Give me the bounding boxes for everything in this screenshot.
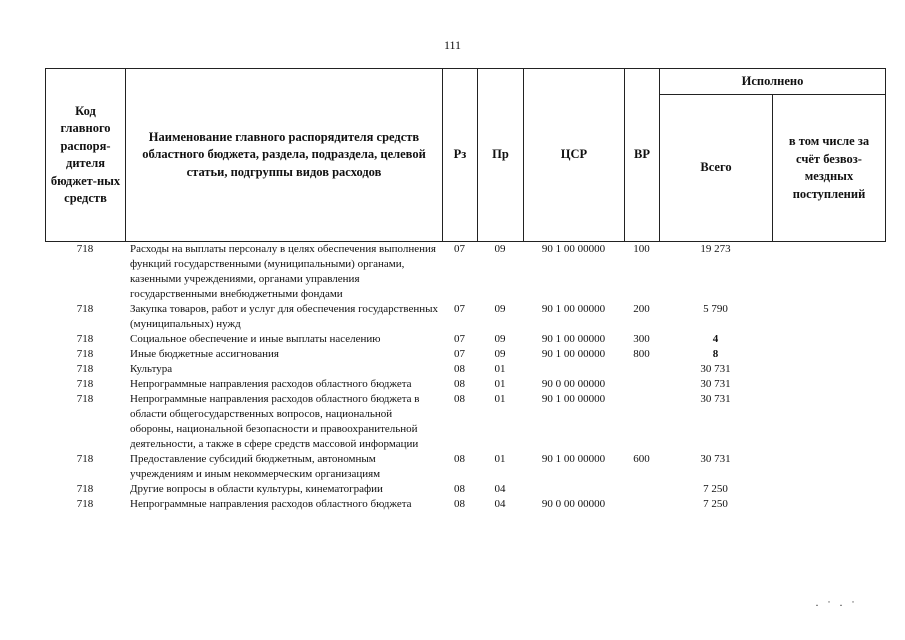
header-executed: Исполнено: [660, 69, 886, 95]
cell-code: 718: [76, 453, 94, 465]
cell-rz: 07: [454, 348, 465, 360]
cell-code: 718: [76, 348, 94, 360]
table-row: [45, 347, 885, 362]
header-pr: Пр: [478, 69, 524, 242]
cell-pr: 01: [494, 393, 506, 405]
cell-free: [772, 377, 885, 392]
cell-pr: 01: [494, 453, 506, 465]
cell-vr: 800: [633, 348, 650, 360]
table-row: [45, 497, 885, 512]
cell-code: 718: [76, 243, 94, 255]
table-row: [45, 242, 885, 302]
cell-vr: 600: [633, 453, 650, 465]
header-rz: Рз: [443, 69, 478, 242]
header-csr: ЦСР: [524, 69, 625, 242]
table-row: [45, 362, 885, 377]
cell-rz: 08: [454, 378, 465, 390]
page-number: 111: [443, 38, 462, 52]
cell-rz: 07: [454, 333, 465, 345]
cell-code: 718: [76, 498, 94, 510]
cell-free: [772, 362, 885, 377]
cell-free: [772, 452, 885, 482]
table-row: [45, 452, 885, 482]
cell-pr: 09: [494, 243, 506, 255]
cell-csr: 90 0 00 00000: [541, 498, 606, 510]
cell-csr: [523, 362, 624, 377]
cell-total: 7 250: [703, 483, 728, 495]
cell-pr: 01: [494, 363, 506, 375]
cell-total: 7 250: [703, 498, 728, 510]
header-code: Код главного распоря-дителя бюджет-ных средств: [46, 69, 126, 242]
cell-total: 19 273: [700, 243, 731, 255]
cell-vr: [624, 497, 659, 512]
cell-csr: 90 1 00 00000: [541, 303, 606, 315]
cell-total: 30 731: [700, 453, 731, 465]
cell-name: Закупка товаров, работ и услуг для обеспечения государственных (муниципальных) нужд: [130, 303, 439, 330]
cell-free: [772, 332, 885, 347]
header-name: Наименование главного распорядителя средств областного бюджета, раздела, подраздела, целевой статьи, подгруппы видов расходов: [126, 69, 443, 242]
cell-csr: [523, 482, 624, 497]
table-row: [45, 392, 885, 452]
cell-name: Иные бюджетные ассигнования: [130, 348, 279, 360]
cell-rz: 07: [454, 303, 465, 315]
cell-total: 8: [712, 348, 719, 360]
scan-marks: ·˙·˙: [815, 598, 863, 612]
cell-csr: 90 1 00 00000: [541, 348, 606, 360]
cell-rz: 08: [454, 363, 465, 375]
cell-name: Расходы на выплаты персоналу в целях обеспечения выполнения функций государственными (муниципальными) органами, казенными учреждениями, органами управления государственными внебюджетными фондами: [130, 243, 436, 300]
cell-vr: [624, 377, 659, 392]
cell-name: Социальное обеспечение и иные выплаты населению: [130, 333, 381, 345]
cell-rz: 08: [454, 483, 465, 495]
cell-name: Культура: [130, 363, 173, 375]
cell-code: 718: [76, 363, 94, 375]
cell-vr: [624, 362, 659, 377]
cell-pr: 09: [494, 333, 506, 345]
cell-code: 718: [76, 393, 94, 405]
cell-total: 30 731: [700, 363, 731, 375]
cell-free: [772, 242, 885, 302]
cell-csr: 90 1 00 00000: [541, 453, 606, 465]
cell-rz: 08: [454, 498, 465, 510]
table-row: [45, 482, 885, 497]
cell-code: 718: [76, 483, 94, 495]
table-header: [45, 68, 886, 242]
header-vr: ВР: [625, 69, 660, 242]
cell-name: Предоставление субсидий бюджетным, автономным учреждениям и иным некоммерческим организациям: [130, 453, 381, 480]
table-row: [45, 332, 885, 347]
cell-rz: 07: [454, 243, 465, 255]
cell-free: [772, 347, 885, 362]
cell-free: [772, 497, 885, 512]
cell-rz: 08: [454, 393, 465, 405]
cell-total: 5 790: [703, 303, 728, 315]
cell-pr: 04: [494, 483, 506, 495]
cell-vr: 100: [633, 243, 650, 255]
cell-rz: 08: [454, 453, 465, 465]
cell-name: Непрограммные направления расходов областного бюджета: [130, 498, 412, 510]
cell-vr: [624, 482, 659, 497]
cell-pr: 09: [494, 348, 506, 360]
cell-free: [772, 392, 885, 452]
cell-code: 718: [76, 303, 94, 315]
data-table: [45, 242, 885, 512]
cell-csr: 90 1 00 00000: [541, 393, 606, 405]
cell-code: 718: [76, 378, 94, 390]
header-total: Всего: [660, 95, 773, 242]
cell-total: 30 731: [700, 393, 731, 405]
cell-vr: 300: [633, 333, 650, 345]
cell-total: 4: [712, 333, 719, 345]
cell-pr: 09: [494, 303, 506, 315]
table-row: [45, 377, 885, 392]
cell-free: [772, 482, 885, 497]
cell-name: Непрограммные направления расходов областного бюджета в области общегосударственных вопросов, национальной обороны, национальной безопасности и правоохранительной деятельности, а также в сфере средств массовой информации: [130, 393, 420, 450]
cell-name: Непрограммные направления расходов областного бюджета: [130, 378, 412, 390]
header-free-receipts: в том числе за счёт безвоз-мездных поступлений: [773, 95, 886, 242]
cell-total: 30 731: [700, 378, 731, 390]
cell-vr: 200: [633, 303, 650, 315]
cell-csr: 90 1 00 00000: [541, 333, 606, 345]
table-row: [45, 302, 885, 332]
cell-csr: 90 0 00 00000: [541, 378, 606, 390]
cell-free: [772, 302, 885, 332]
cell-pr: 01: [494, 378, 506, 390]
cell-code: 718: [76, 333, 94, 345]
cell-pr: 04: [494, 498, 506, 510]
cell-vr: [624, 392, 659, 452]
cell-name: Другие вопросы в области культуры, кинематографии: [130, 483, 383, 495]
cell-csr: 90 1 00 00000: [541, 243, 606, 255]
